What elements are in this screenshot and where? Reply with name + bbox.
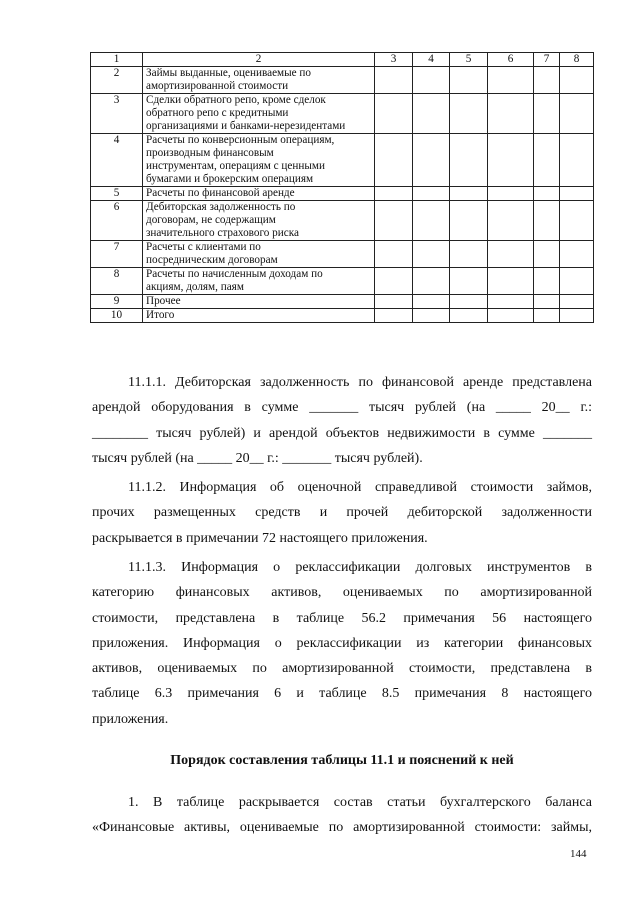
row-number-cell: 10	[91, 309, 143, 323]
page-number: 144	[570, 848, 587, 860]
row-label-line: производным финансовым	[146, 147, 274, 159]
row-label-line: Расчеты по финансовой аренде	[146, 187, 295, 199]
value-cell	[560, 187, 594, 201]
paragraph-line: категорию финансовых активов, оцениваемых по амортизированной	[92, 585, 592, 601]
paragraph-point-1	[92, 790, 592, 841]
paragraph-line: 1. В таблице раскрывается состав статьи бухгалтерского баланса	[128, 795, 592, 810]
row-number-cell: 5	[91, 187, 143, 201]
value-cell	[488, 241, 534, 268]
value-cell	[560, 309, 594, 323]
row-label-line: обратного репо с кредитными	[146, 107, 289, 119]
value-cell	[450, 295, 488, 309]
row-label-cell	[143, 134, 375, 187]
paragraph-line: стоимости, представлена в таблице 56.2 примечания 56 настоящего	[92, 610, 592, 626]
row-label-line: Расчеты с клиентами по	[146, 241, 261, 253]
value-cell	[413, 94, 450, 134]
row-label-line: Сделки обратного репо, кроме сделок	[146, 94, 326, 106]
row-label-line: инструментам, операциям с ценными	[146, 160, 325, 172]
row-label-cell	[143, 201, 375, 241]
value-cell	[413, 134, 450, 187]
value-cell	[560, 134, 594, 187]
row-label-line: Итого	[146, 309, 175, 321]
disclosure-table	[90, 52, 594, 323]
paragraph-11-1-1	[92, 370, 592, 471]
value-cell	[534, 134, 560, 187]
table-row	[91, 201, 594, 241]
value-cell	[450, 134, 488, 187]
value-cell	[375, 201, 413, 241]
paragraph-line: приложения. Информация о реклассификации из категории финансовых	[92, 635, 592, 651]
row-number-cell: 7	[91, 241, 143, 268]
value-cell	[488, 134, 534, 187]
row-label-cell	[143, 187, 375, 201]
row-label-line: значительного страхового риска	[146, 227, 299, 239]
table-row	[91, 309, 594, 323]
row-number-cell: 9	[91, 295, 143, 309]
value-cell	[375, 241, 413, 268]
value-cell	[450, 187, 488, 201]
row-number-cell: 4	[91, 134, 143, 187]
value-cell	[488, 295, 534, 309]
value-cell	[534, 67, 560, 94]
row-number-cell: 3	[91, 94, 143, 134]
value-cell	[488, 187, 534, 201]
value-cell	[413, 201, 450, 241]
table-header-cell: 3	[375, 53, 413, 67]
table-header-cell: 8	[560, 53, 594, 67]
row-number-cell: 8	[91, 268, 143, 295]
value-cell	[375, 67, 413, 94]
value-cell	[488, 94, 534, 134]
paragraph-11-1-2	[92, 475, 592, 551]
value-cell	[375, 187, 413, 201]
table-header-cell: 2	[143, 53, 375, 67]
value-cell	[534, 241, 560, 268]
value-cell	[413, 309, 450, 323]
paragraph-line: 11.1.2. Информация об оценочной справедливой стоимости займов,	[128, 480, 592, 495]
table-header-cell: 7	[534, 53, 560, 67]
value-cell	[413, 295, 450, 309]
value-cell	[534, 201, 560, 241]
value-cell	[560, 94, 594, 134]
row-number-cell: 6	[91, 201, 143, 241]
value-cell	[413, 241, 450, 268]
table-row	[91, 241, 594, 268]
value-cell	[450, 309, 488, 323]
value-cell	[560, 295, 594, 309]
value-cell	[375, 134, 413, 187]
table-row	[91, 268, 594, 295]
value-cell	[450, 201, 488, 241]
value-cell	[560, 201, 594, 241]
value-cell	[534, 295, 560, 309]
paragraph-line: «Финансовые активы, оцениваемые по амортизированной стоимости: займы,	[92, 820, 592, 836]
value-cell	[375, 295, 413, 309]
table-row	[91, 134, 594, 187]
value-cell	[560, 67, 594, 94]
row-label-cell	[143, 295, 375, 309]
value-cell	[450, 268, 488, 295]
row-label-cell	[143, 241, 375, 268]
row-label-cell	[143, 94, 375, 134]
row-label-cell	[143, 309, 375, 323]
row-label-line: посредническим договорам	[146, 254, 278, 266]
row-label-line: Дебиторская задолженность по	[146, 201, 296, 213]
row-label-line: Расчеты по начисленным доходам по	[146, 268, 323, 280]
value-cell	[450, 67, 488, 94]
paragraph-line: приложения.	[92, 711, 169, 727]
row-label-line: Прочее	[146, 295, 181, 307]
row-label-line: бумагами и брокерским операциям	[146, 173, 314, 185]
section-heading: Порядок составления таблицы 11.1 и пояснений к ней	[170, 753, 514, 768]
table-row	[91, 94, 594, 134]
value-cell	[560, 268, 594, 295]
row-number-cell: 2	[91, 67, 143, 94]
row-label-line: акциям, долям, паям	[146, 281, 244, 293]
value-cell	[375, 268, 413, 295]
table-header-row	[91, 53, 594, 67]
value-cell	[488, 67, 534, 94]
table-header-cell: 5	[450, 53, 488, 67]
row-label-line: амортизированной стоимости	[146, 80, 289, 92]
paragraph-11-1-3	[92, 555, 592, 732]
value-cell	[375, 94, 413, 134]
table-row	[91, 67, 594, 94]
paragraph-line: активов, оцениваемых по амортизированной стоимости, представлена в	[92, 661, 592, 677]
value-cell	[450, 94, 488, 134]
paragraph-line: 11.1.3. Информация о реклассификации долговых инструментов в	[128, 560, 592, 575]
row-label-line: организациями и банками-нерезидентами	[146, 120, 346, 132]
value-cell	[488, 309, 534, 323]
paragraph-line: 11.1.1. Дебиторская задолженность по финансовой аренде представлена	[128, 375, 592, 390]
row-label-line: Займы выданные, оцениваемые по	[146, 67, 311, 79]
value-cell	[488, 201, 534, 241]
value-cell	[534, 187, 560, 201]
value-cell	[413, 187, 450, 201]
row-label-line: договорам, не содержащим	[146, 214, 276, 226]
paragraph-line: ________ тысяч рублей) и арендой объектов недвижимости в сумме _______	[92, 425, 592, 441]
row-label-cell	[143, 67, 375, 94]
row-label-cell	[143, 268, 375, 295]
value-cell	[375, 309, 413, 323]
paragraph-line: таблице 6.3 примечания 6 и таблице 8.5 примечания 8 настоящего	[92, 686, 592, 702]
row-label-line: Расчеты по конверсионным операциям,	[146, 134, 335, 146]
paragraph-line: тысяч рублей (на _____ 20__ г.: _______ тысяч рублей).	[92, 450, 423, 466]
value-cell	[560, 241, 594, 268]
value-cell	[488, 268, 534, 295]
paragraph-line: прочих размещенных средств и прочей дебиторской задолженности	[92, 505, 592, 521]
value-cell	[534, 94, 560, 134]
paragraph-line: арендой оборудования в сумме _______ тысяч рублей (на _____ 20__ г.:	[92, 400, 592, 416]
table-header-cell: 1	[91, 53, 143, 67]
table-row	[91, 295, 594, 309]
value-cell	[534, 268, 560, 295]
table-row	[91, 187, 594, 201]
value-cell	[413, 268, 450, 295]
value-cell	[534, 309, 560, 323]
table-header-cell: 4	[413, 53, 450, 67]
table-header-cell: 6	[488, 53, 534, 67]
value-cell	[413, 67, 450, 94]
value-cell	[450, 241, 488, 268]
paragraph-line: раскрывается в примечании 72 настоящего приложения.	[92, 530, 428, 546]
